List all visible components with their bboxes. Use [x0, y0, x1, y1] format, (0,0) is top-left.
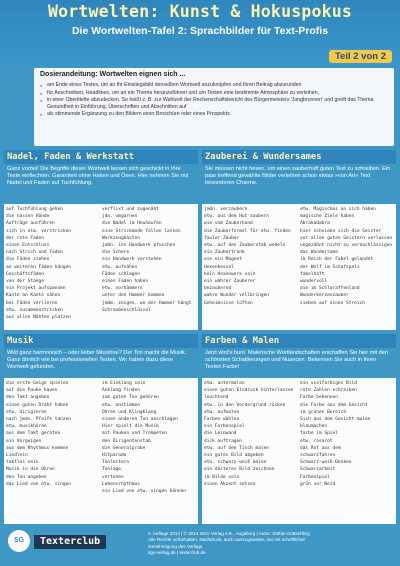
- phrase-item: dick auftragen: [204, 438, 242, 444]
- phrase-item: etw. musikhören: [6, 424, 47, 430]
- phrase-item: nach jmds. Pfeife tanzen: [6, 417, 72, 423]
- poster-title: Wortwelten: Kunst & Hokuspokus: [47, 2, 352, 21]
- phrase-item: im Einklang sein: [102, 381, 146, 386]
- phrase-item: den Dirigentenstab: [102, 438, 151, 444]
- phrase-item: der rote Faden: [6, 235, 44, 241]
- phrase-item: Tonlage: [102, 467, 121, 473]
- phrase-item: einen Entschluss: [6, 243, 50, 249]
- phrase-item: blaumachen: [300, 424, 328, 430]
- phrase-item: das Wundersame: [300, 250, 338, 256]
- phrase-item: im grünen Bereich: [300, 409, 347, 415]
- phrase-column: [300, 380, 394, 522]
- phrase-item: ungezähnt nicht zu vernachlässigen: [300, 243, 393, 249]
- phrase-item: Schwarzarbeit: [300, 467, 336, 473]
- phrase-item: Fäden schlagen: [102, 271, 140, 277]
- phrase-item: farbe im Spiel: [300, 431, 338, 437]
- phrase-item: wie im Schlaraffenland: [300, 286, 360, 292]
- phrase-item: ein vielfarbiges Bild: [300, 381, 357, 386]
- section-description-farben: Jetzt wird's bunt. Malerische Wortlandschaften erschaffen Sie hier mit den schönsten Schattierungen und Nuancen. Bekennen Sie auch in Ihren Texten Farbe!: [202, 348, 396, 378]
- footer: [0, 517, 400, 566]
- phrase-item: die Farbe aus dem Gesicht: [300, 402, 368, 408]
- poster-header: [0, 0, 400, 66]
- section-description-musik: Wild ganz harmonisch – oder lieber Misstöne? Der Ton macht die Musik. Ganz ähnlich wie bei professionellen Texten. Wir haben dazu diese Wortwelt gefunden.: [4, 348, 198, 378]
- instructions-heading: Dosierandeitung: Wortwelten eignen sich ...: [40, 71, 186, 78]
- phrase-item: etw. aufmalen: [204, 409, 240, 415]
- phrase-item: etw. auf den Tisch malen: [204, 445, 270, 451]
- instruction-item: ● für Anschreiben, Headlines, um an ein Thema heranzuführen und um Texten eine bestimmte Atmosphäre zu verleihen,: [40, 90, 388, 97]
- imprint-line: Genehmigung des Verlags.: [148, 543, 204, 549]
- phrase-column: [300, 206, 394, 328]
- imprint-line: sgv-verlag.de | texterclub.de: [148, 550, 206, 556]
- phrase-item: rote Zahlen schreiben: [300, 388, 357, 394]
- phrase-item: etw. auf den Zauberstab wedeln: [204, 243, 286, 249]
- phrase-item: unter den Hammer kommen: [102, 293, 165, 299]
- phrase-item: den Takt angeben: [6, 395, 50, 401]
- phrase-item: etw. vorhämmern: [102, 286, 143, 292]
- section-body-nadel: [4, 204, 198, 330]
- phrase-item: Tonleitern: [102, 460, 130, 466]
- phrase-item: die Generalprobe: [102, 445, 146, 451]
- imprint: [148, 531, 394, 557]
- phrase-item: einen guten Draht haben: [6, 402, 69, 408]
- phrase-item: mit Pauken und Trompeten: [102, 431, 168, 437]
- phrase-item: etw. in den Vordergrund rücken: [204, 402, 286, 408]
- phrase-item: vor allen guten Geistern verlassen: [300, 235, 393, 241]
- phrase-item: nach Strich und Faden: [6, 250, 63, 256]
- phrase-item: Geschäftsfäden: [6, 271, 44, 277]
- phrase-item: bei Fäden verlieren: [6, 300, 58, 306]
- phrase-item: Abrakadabra: [300, 221, 330, 227]
- phrase-item: auf die Pauke hauen: [6, 388, 58, 394]
- phrase-item: Sich aus dem Gesicht malen: [300, 417, 371, 423]
- phrase-item: vertonen: [102, 474, 124, 480]
- phrase-item: im Reich der Fabel gelandet: [300, 257, 374, 263]
- phrase-column: [102, 380, 196, 522]
- section-description-zauberei: Sie müssen nicht hexen, um einen zauberhaft guten Text zu schreiben. Ein paar treffend gewählte Bilder verleihen schon etwas »von Art« Text besonderen Charme.: [202, 164, 396, 204]
- phrase-item: jmdn. ins Handwerk pfuschen: [102, 243, 176, 249]
- phrase-item: ein gutes Bild abgeben: [204, 453, 264, 459]
- phrase-item: ein Vorgeigen: [6, 438, 42, 444]
- phrase-item: etw. anstimmen: [102, 402, 140, 408]
- phrase-item: die erste Geige spielen: [6, 381, 69, 386]
- phrase-item: verflixt und zugenäht: [102, 207, 159, 212]
- imprint-line: Alle Rechte vorbehalten. Nachdruck, auch auszugsweise, nur mit schriftlicher: [148, 537, 306, 543]
- phrase-column: [204, 206, 298, 328]
- phrase-item: grün vor Neid: [300, 481, 336, 487]
- phrase-item: einen Akzent setzen: [204, 481, 256, 487]
- phrase-item: die nassen Hände: [6, 214, 50, 220]
- instruction-item: ● am Ende eines Textes, um an Ihr Einstiegsbild denselben Wortwelt anzuknüpfen und Ihren Beitrag abzurunden: [40, 82, 388, 89]
- section-description-nadel: Ganz vorbei! Die Begriffe dieser Wortwelt lassen sich geschickt in Ihre Texte einflechten. Garantiert ohne Haken und Ösen. Hier nehmen Sie mit Nadel und Faden auf Tuchfühlung.: [4, 164, 198, 204]
- phrase-item: ein düsteres Bild zeichnen: [204, 467, 275, 473]
- phrase-item: jmdn. verzaubern: [204, 207, 248, 212]
- phrase-column: [204, 380, 298, 522]
- phrase-item: Schraubenschlüssel: [102, 307, 151, 313]
- usage-instructions: [34, 68, 394, 146]
- phrase-item: etw. aus dem Hut zaubern: [204, 214, 270, 220]
- phrase-item: aus dem Takt geraten: [6, 431, 61, 437]
- instruction-item: ● als stimmende Ergänzung zu den Bildern einer Broschüre oder eines Prospekts.: [40, 111, 388, 118]
- section-body-musik: [4, 378, 198, 524]
- isbn: ISBN 978-3-941200-XX-X: [345, 517, 394, 522]
- phrase-item: etw. Magisches an sich haben: [300, 207, 376, 212]
- phrase-item: fauler Zauber: [204, 235, 240, 241]
- phrase-item: an weiteren Fäden hängen: [6, 264, 72, 270]
- phrase-item: zum guten Ton gehören: [102, 395, 159, 401]
- phrase-item: Aufträge ausführen: [6, 221, 55, 227]
- instructions-list: [40, 82, 388, 118]
- brand-name: Texterclub: [34, 535, 106, 549]
- section-title-nadel: Nadel, Faden & Werkstatt: [4, 150, 198, 164]
- phrase-item: magische Ziele haben: [300, 214, 355, 220]
- section-title-musik: Musik: [4, 334, 198, 348]
- phrase-column: [102, 206, 196, 328]
- phrase-item: Anklang finden: [102, 388, 140, 394]
- phrase-item: aus dem Rhythmus kommen: [6, 445, 69, 451]
- phrase-item: Farbenspiel: [300, 474, 330, 480]
- phrase-item: im Bilde sein: [204, 474, 240, 480]
- phrase-item: von der Stange: [6, 279, 44, 285]
- phrase-item: ein Projekt aufspannen: [6, 286, 66, 292]
- phrase-item: wahre Wunder vollbringen: [204, 293, 270, 299]
- phrase-item: wundervoll: [300, 279, 328, 285]
- phrase-item: kein Hexenwerk sein: [204, 271, 256, 277]
- instruction-item: ● in einer Obertitelte abzudecken. So heißt z. B. zur Wahlzeit der Rechenschaftsbericht des Bürgermeisters 'Jungbrunnen' und greift das Thema Gesundheit in Einführung, Überschriften und Abschnitten auf: [40, 97, 388, 112]
- phrase-item: der Wolf im Schafspelz: [300, 264, 360, 270]
- phrase-item: Werkzeugkasten: [102, 235, 140, 241]
- phrase-item: etw. schwarz-weiß malen: [204, 460, 267, 466]
- phrase-item: die Leinwand: [204, 431, 237, 437]
- phrase-item: den Ton angeben: [6, 474, 47, 480]
- section-body-zauberei: [202, 204, 396, 330]
- phrase-item: auf Tuchfühlung gehen: [6, 207, 63, 212]
- phrase-item: fabelhaft: [300, 271, 325, 277]
- phrase-item: Farben wählen: [204, 417, 240, 423]
- phrase-item: aus allen Nähten platzen: [6, 315, 72, 321]
- section-body-farben: [202, 378, 396, 524]
- phrase-item: Ohren und Klingklang: [102, 409, 157, 415]
- phrase-item: schwarzfahren: [300, 453, 336, 459]
- phrase-item: hier scheiden sich die Geister: [300, 228, 382, 234]
- phrase-item: etw. aufnähen: [102, 264, 138, 270]
- phrase-item: Kante an Kante nähen: [6, 293, 61, 299]
- phrase-item: das Rot aus dem: [300, 445, 341, 451]
- phrase-item: etw. untermalen: [204, 381, 245, 386]
- phrase-item: Hitparade: [102, 453, 127, 459]
- phrase-item: wie ein Magnet: [204, 257, 242, 263]
- phrase-item: die Nadel im Heuhaufen: [102, 221, 162, 227]
- phrase-item: Hexenkessel: [204, 264, 234, 270]
- phrase-item: jmdm. zeigen, wo der Hammer hängt: [102, 300, 192, 306]
- phrase-item: taktlos sein: [6, 460, 39, 466]
- phrase-item: einen anderen Ton anschlagen: [102, 417, 178, 423]
- phrase-item: Geheimnisse lüften: [204, 300, 253, 306]
- part-badge: Teil 2 von 2: [329, 50, 392, 63]
- phrase-item: Hier spielt die Musik: [102, 424, 159, 430]
- phrase-item: das Lied von etw. singen: [6, 481, 72, 487]
- phrase-item: Wunderkerzenzauber: [300, 293, 349, 299]
- phrase-item: die Zauberformel für etw. finden: [204, 228, 291, 234]
- phrase-item: einen Faden haben: [102, 279, 149, 285]
- phrase-item: leuchtend: [204, 395, 229, 401]
- phrase-item: etw. zusammenstricken: [6, 307, 63, 313]
- phrase-item: jdn. umgarnen: [102, 214, 138, 220]
- phrase-item: ein Zaubertrank: [204, 250, 245, 256]
- phrase-item: einen guten Eindruck hinterlassen: [204, 388, 294, 394]
- phrase-column: [6, 206, 100, 328]
- phrase-item: die Schere: [102, 250, 130, 256]
- phrase-item: ein Farbenspiel: [204, 424, 245, 430]
- phrase-item: Farbe bekennen: [300, 395, 338, 401]
- phrase-item: Liedlein: [6, 453, 28, 459]
- imprint-line: 2. Auflage 2014 | © 2014 SGV Verlag e.K., Augsburg | Autor: Stefan Gottschling: [148, 531, 310, 536]
- phrase-item: bezaubernd: [204, 286, 232, 292]
- phrase-item: Schwarz-weiß-Denken: [300, 460, 352, 466]
- phrase-item: ein wahrer Zauberer: [204, 279, 256, 285]
- phrase-item: wie vom Zauberhand: [204, 221, 253, 227]
- phrase-item: eine Strickmode fallen lassen: [102, 228, 181, 234]
- phrase-item: ein Lied von etw. singen können: [102, 489, 186, 495]
- phrase-item: etw. dirigieren: [6, 409, 47, 415]
- section-title-farben: Farben & Malen: [202, 334, 396, 348]
- poster-subtitle: Die Wortwelten-Tafel 2: Sprachbilder für Text-Profis: [71, 25, 329, 37]
- section-title-zauberei: Zauberei & Wundersames: [202, 150, 396, 164]
- phrase-item: etw. rosarot: [300, 438, 333, 444]
- phrase-item: Musik in die Ohren: [6, 467, 55, 473]
- phrase-column: [6, 380, 100, 522]
- phrase-item: ein Handwerk verstehen: [102, 257, 162, 263]
- publisher-logo: SG: [8, 530, 30, 552]
- phrase-item: sich in etw. verstricken: [6, 228, 72, 234]
- phrase-item: sieben auf einen Streich: [300, 300, 366, 306]
- phrase-item: die Fäden ziehen: [6, 257, 50, 263]
- phrase-item: Lebensrhythmus: [102, 481, 140, 487]
